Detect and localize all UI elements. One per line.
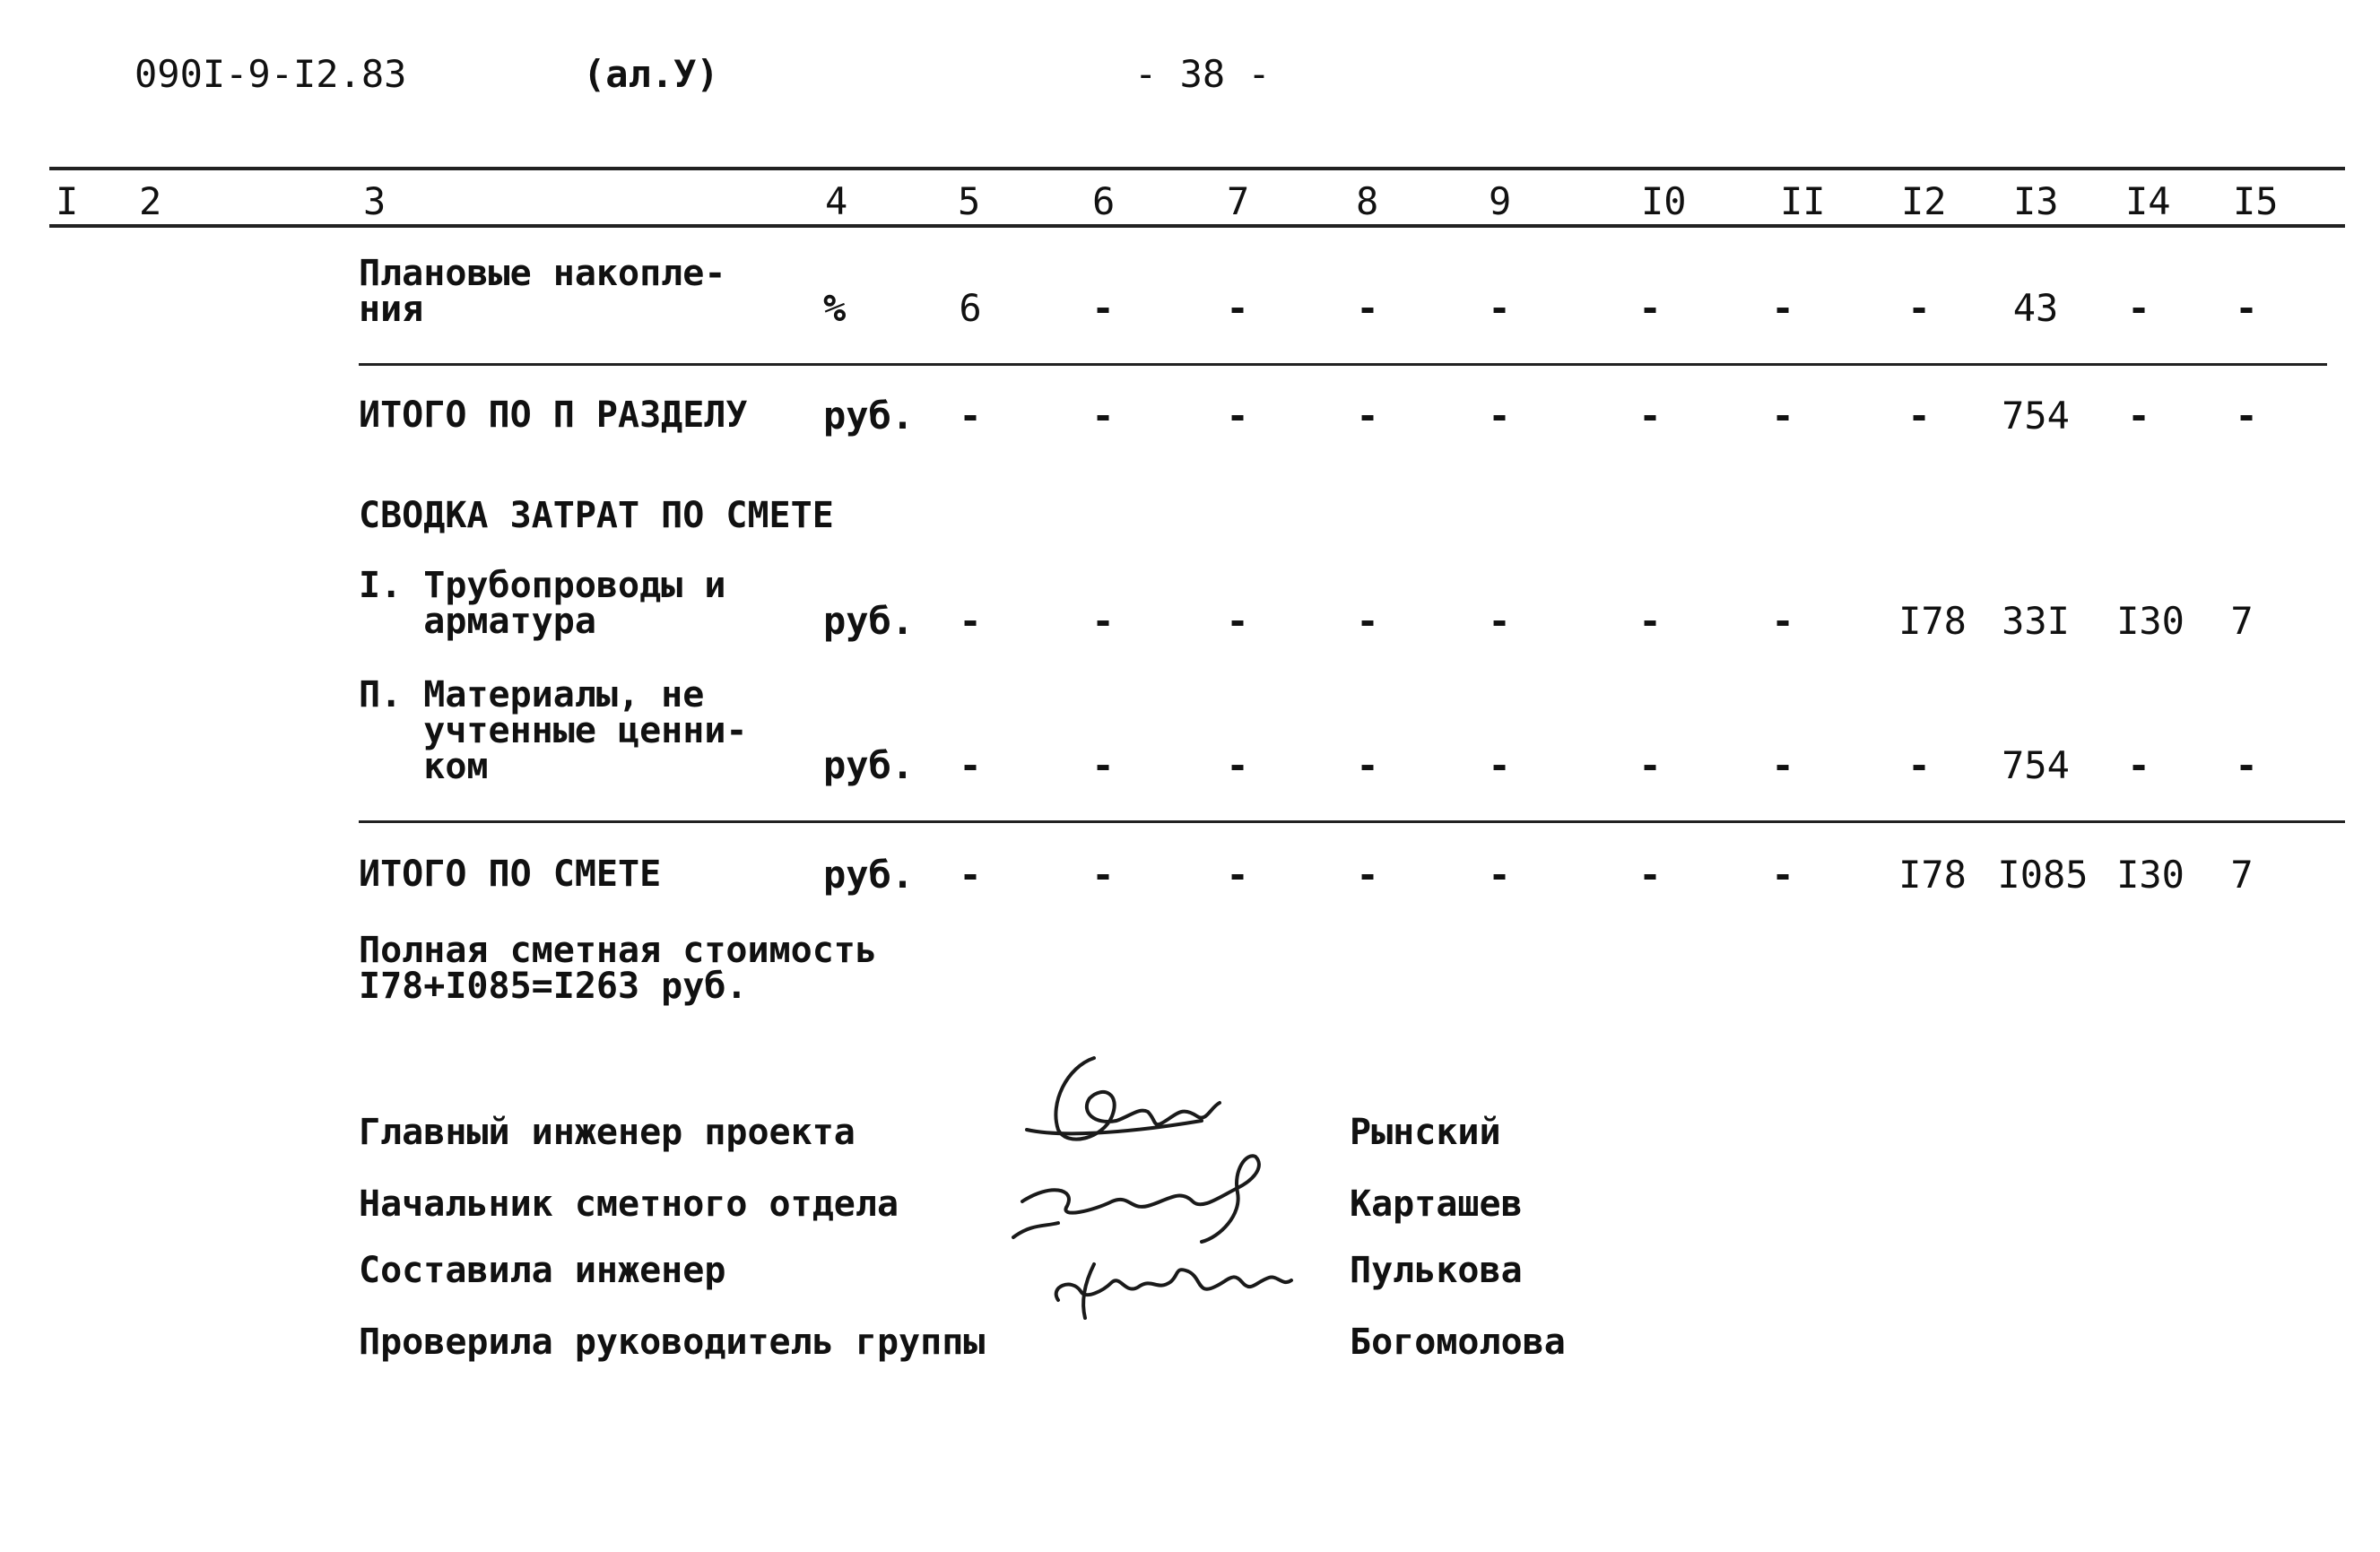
column-number: I4 <box>2125 179 2171 223</box>
column-number: I3 <box>2013 179 2059 223</box>
value-cell: - <box>1638 743 1662 787</box>
column-number: I5 <box>2233 179 2279 223</box>
value-cell: - <box>1226 743 1249 787</box>
value-cell: I78 <box>1898 853 1967 897</box>
value-cell: - <box>2235 743 2258 787</box>
value-cell: - <box>959 394 982 438</box>
column-number: 9 <box>1489 179 1512 223</box>
signatory-role: Начальник сметного отдела <box>359 1184 899 1225</box>
value-cell: 754 <box>2002 394 2070 438</box>
value-cell: - <box>2235 394 2258 438</box>
value-cell: - <box>1091 599 1115 643</box>
row-label: ИТОГО ПО П РАЗДЕЛУ <box>359 395 748 436</box>
value-cell: - <box>1638 286 1662 330</box>
value-cell: I30 <box>2116 599 2185 643</box>
column-number: II <box>1780 179 1826 223</box>
value-cell: 33I <box>2002 599 2070 643</box>
value-cell: - <box>2127 286 2150 330</box>
value-cell: - <box>1356 743 1379 787</box>
value-cell: - <box>1771 394 1794 438</box>
section-rule <box>359 820 2345 823</box>
value-cell: 7 <box>2230 853 2254 897</box>
handwritten-signatures <box>995 1031 1327 1336</box>
signatory-name: Богомолова <box>1350 1322 1566 1363</box>
signatory-role: Составила инженер <box>359 1250 726 1291</box>
column-number: 4 <box>825 179 848 223</box>
value-cell: - <box>1488 853 1511 897</box>
row-label: I. Трубопроводы и арматура <box>359 565 726 642</box>
value-cell: - <box>959 599 982 643</box>
value-cell: 6 <box>959 286 982 330</box>
value-cell: - <box>1771 743 1794 787</box>
album-label: (ал.У) <box>583 52 719 96</box>
table-top-rule <box>49 167 2345 170</box>
value-cell: - <box>2235 286 2258 330</box>
page-number: - 38 - <box>1134 52 1271 96</box>
value-cell: - <box>1638 853 1662 897</box>
table-header-rule <box>49 224 2345 228</box>
value-cell: - <box>1771 853 1794 897</box>
row-label: Плановые накопле- ния <box>359 253 726 330</box>
signatory-name: Карташев <box>1350 1184 1523 1225</box>
signatory-name: Пулькова <box>1350 1250 1523 1291</box>
summary-heading: СВОДКА ЗАТРАТ ПО СМЕТЕ <box>359 495 834 536</box>
section-rule <box>359 363 2327 366</box>
value-cell: - <box>1771 286 1794 330</box>
column-number: I0 <box>1641 179 1687 223</box>
row-label: ИТОГО ПО СМЕТЕ <box>359 854 662 895</box>
column-number: I2 <box>1901 179 1947 223</box>
value-cell: - <box>1091 394 1115 438</box>
value-cell: - <box>1488 286 1511 330</box>
value-cell: - <box>1356 853 1379 897</box>
value-cell: - <box>1488 394 1511 438</box>
value-cell: 7 <box>2230 599 2254 643</box>
value-cell: 43 <box>2012 286 2059 330</box>
unit-cell: руб. <box>823 394 915 438</box>
value-cell: I085 <box>1997 853 2089 897</box>
value-cell: - <box>2127 743 2150 787</box>
signatory-name: Рынский <box>1350 1112 1501 1153</box>
value-cell: - <box>1091 743 1115 787</box>
value-cell: - <box>1771 599 1794 643</box>
value-cell: - <box>2127 394 2150 438</box>
value-cell: - <box>1907 743 1931 787</box>
document-code: 090I-9-I2.83 <box>135 52 407 96</box>
value-cell: - <box>1907 394 1931 438</box>
value-cell: - <box>1488 599 1511 643</box>
column-number: 8 <box>1356 179 1379 223</box>
column-number: 7 <box>1227 179 1250 223</box>
value-cell: - <box>1638 394 1662 438</box>
column-number: 2 <box>139 179 162 223</box>
unit-cell: руб. <box>823 599 915 643</box>
value-cell: - <box>959 853 982 897</box>
full-cost-note: Полная сметная стоимость I78+I085=I263 руб. <box>359 930 877 1007</box>
unit-cell: руб. <box>823 743 915 787</box>
value-cell: - <box>1226 286 1249 330</box>
column-number: 5 <box>958 179 981 223</box>
column-number: I <box>56 179 79 223</box>
value-cell: I78 <box>1898 599 1967 643</box>
signatory-role: Главный инженер проекта <box>359 1112 856 1153</box>
value-cell: 754 <box>2002 743 2070 787</box>
signatory-role: Проверила руководитель группы <box>359 1322 986 1363</box>
value-cell: - <box>1091 286 1115 330</box>
value-cell: - <box>1356 286 1379 330</box>
column-number: 3 <box>363 179 387 223</box>
column-number: 6 <box>1092 179 1116 223</box>
value-cell: - <box>1356 394 1379 438</box>
value-cell: - <box>1907 286 1931 330</box>
row-label: П. Материалы, не учтенные ценни- ком <box>359 674 748 787</box>
value-cell: - <box>959 743 982 787</box>
unit-cell: руб. <box>823 853 915 897</box>
unit-cell: % <box>823 286 847 330</box>
value-cell: - <box>1356 599 1379 643</box>
value-cell: - <box>1226 853 1249 897</box>
value-cell: - <box>1488 743 1511 787</box>
value-cell: I30 <box>2116 853 2185 897</box>
value-cell: - <box>1226 599 1249 643</box>
value-cell: - <box>1226 394 1249 438</box>
value-cell: - <box>1638 599 1662 643</box>
value-cell: - <box>1091 853 1115 897</box>
